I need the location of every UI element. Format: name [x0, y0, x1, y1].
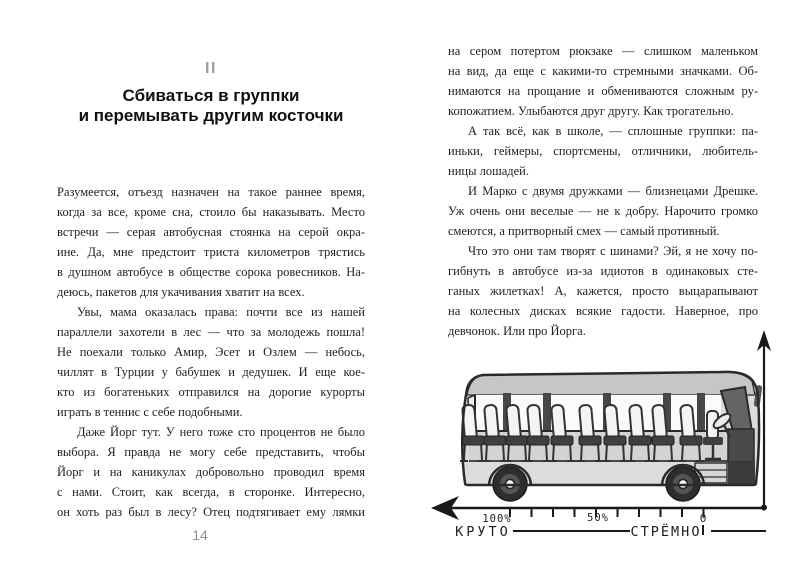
right-text-column [448, 41, 758, 341]
text-line: кто из богатеньких отправился на дорогие курорты [57, 385, 365, 399]
text-line: ницы лошадей. [448, 164, 529, 178]
text-line: Не поехали только Амир, Эсет и Озлем — небось, [57, 345, 365, 359]
tick-label-50: 50% [587, 512, 609, 524]
text-line: девчонок. Или про Йорга. [448, 324, 586, 338]
text-line: копожатием. Улыбаются друг другу. Как трогательно. [448, 104, 734, 118]
text-line: встречи — серая автобусная стоянка на серой окра- [57, 225, 365, 239]
text-line: нимаются на прощание и обмениваются сложным ру- [448, 84, 758, 98]
text-line: деюсь, пакетов для укачивания хватит на всех. [57, 285, 305, 299]
left-text-column [57, 182, 365, 522]
chapter-heading [57, 60, 365, 126]
scale-label-cool: КРУТО [455, 524, 511, 540]
chapter-title [57, 86, 365, 126]
chapter-title-line2: и перемывать другим косточки [78, 106, 344, 125]
tick-label-0: 0 [699, 512, 707, 525]
text-line: на колесных дисках всякие гадости. Наверное, про [448, 304, 758, 318]
text-line: выбора. Я правда не могу себе представить, чтобы [57, 445, 365, 459]
text-line: играть в теннис с себе подобными. [57, 405, 243, 419]
chapter-number: II [205, 60, 217, 77]
text-line: параллели захотели в лес — что за молодежь пошла! [57, 325, 365, 339]
text-line: когда за все, кроме сна, стоило бы наказывать. Место [57, 205, 365, 219]
text-line: ганых жилетках! А, кажется, просто выцарапывают [448, 284, 758, 298]
text-line: он хоть раз был в лесу? Отец подтягивает ему лямки [57, 505, 365, 519]
scale-label-lame: СТРЁМНО [630, 524, 702, 540]
page-right [400, 0, 800, 571]
text-line: на сером потертом рюкзаке — слишком маленьком [448, 44, 758, 58]
text-line: с нами. Стоит, как всегда, в сторонке. Интересно, [57, 485, 365, 499]
text-line: Увы, мама оказалась права: почти все из нашей [77, 305, 365, 319]
text-line: иньки, геймеры, спортсмены, отличники, любитель- [448, 144, 758, 158]
text-line: Даже Йорг тут. У него тоже сто процентов не было [77, 425, 365, 439]
chapter-title-line1: Сбиваться в группки [122, 86, 300, 105]
text-line: Уж очень они веселые — не к добру. Нарочито громко [448, 204, 758, 218]
text-line: на вид, да еще с какими-то стремными значками. Об- [448, 64, 758, 78]
text-line: гибнуть в автобусе из-за идиотов в одинаковых сте- [448, 264, 758, 278]
text-line: Разумеется, отъезд назначен на такое раннее время, [57, 185, 365, 199]
text-line: А так всё, как в школе, — сплошные группки: па- [468, 124, 758, 138]
text-line: смеются, а притворный смех — самый противный. [448, 224, 720, 238]
text-line: в душном автобусе в обществе сорока ровесников. На- [57, 265, 365, 279]
text-line: чиллят в Турции у бабушек и дедушек. И еще кое- [57, 365, 365, 379]
text-line: И Марко с двумя дружками — близнецами Дрешке. [468, 184, 758, 198]
text-line: Йорг и на каникулах добровольно проводил время [57, 465, 365, 479]
page-number: 14 [192, 527, 208, 543]
tick-label-100: 100% [482, 513, 512, 525]
text-line: Что это они там творят с шинами? Эй, я не хочу по- [468, 244, 758, 258]
text-line: ине. Да, мне предстоит триста километров трястись [57, 245, 365, 259]
